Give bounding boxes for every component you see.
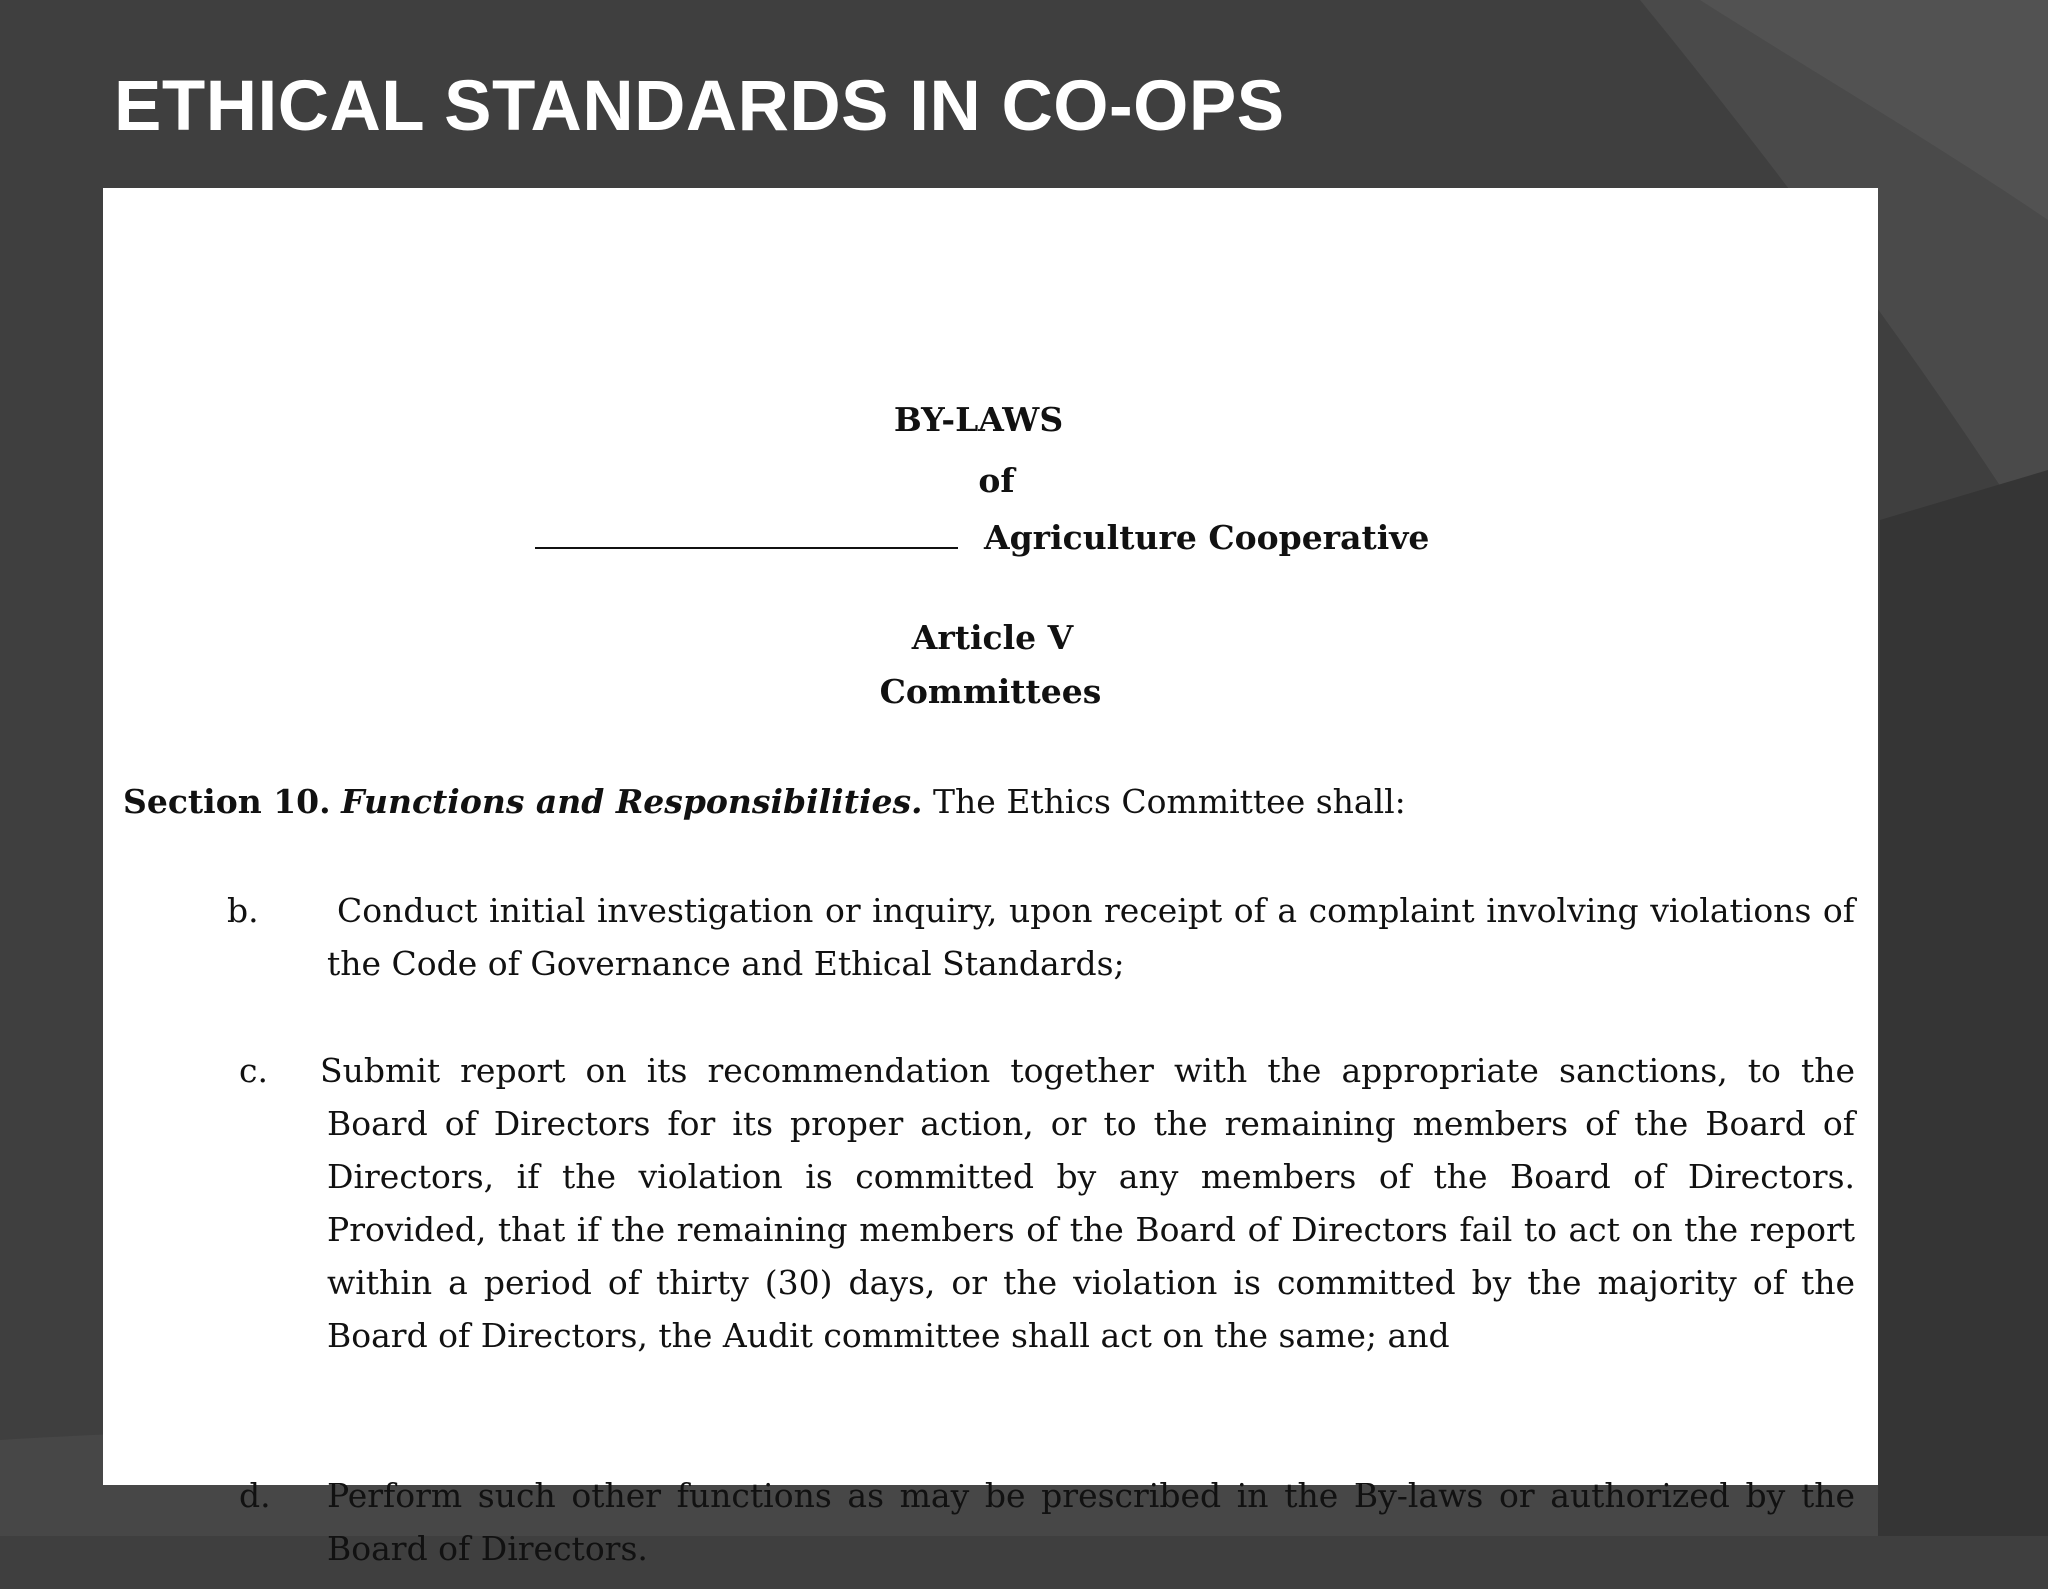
of-text: of — [978, 461, 1015, 500]
article-title — [103, 672, 1878, 712]
section-number: Section 10. — [123, 782, 331, 821]
article-number-text: Article V — [911, 618, 1074, 657]
bylaws-heading-text: BY-LAWS — [893, 400, 1064, 439]
list-item-marker: c. — [239, 1051, 268, 1090]
article-title-text: Committees — [879, 672, 1102, 711]
slide-title: ETHICAL STANDARDS IN CO-OPS — [114, 67, 1285, 146]
list-item — [103, 1469, 1878, 1589]
cooperative-name-blank — [535, 519, 958, 549]
list-item — [103, 1044, 1878, 1424]
list-item-text: Submit report on its recommendation together with the appropriate sanctions, to the Board of Directors for its proper action, or to the remaining members of the Board of Directors, if the violation is committed by any members of the Board of Directors. Provided, that if the remaining members of the Board of Directors fail to act on the report within a period of thirty (30) days, or the violation is committed by the majority of the Board of Directors, the Audit committee shall act on the same; and — [320, 1051, 1855, 1355]
list-item-marker: d. — [239, 1476, 271, 1515]
section-intro: The Ethics Committee shall: — [922, 782, 1406, 821]
section-heading — [123, 782, 1406, 822]
article-number — [103, 618, 1878, 658]
list-item-marker: b. — [227, 891, 259, 930]
bylaws-heading — [103, 400, 1878, 440]
list-item-text: Conduct initial investigation or inquiry, upon receipt of a complaint involving violations of the Code of Governance and Ethical Standards; — [327, 891, 1855, 983]
cooperative-name: Agriculture Cooperative — [984, 518, 1430, 557]
of-line — [103, 461, 1878, 501]
cooperative-name-line — [535, 518, 1429, 558]
document-panel — [103, 188, 1878, 1568]
list-item — [103, 884, 1878, 1004]
section-title: Functions and Responsibilities. — [341, 782, 923, 821]
list-item-text: Perform such other functions as may be prescribed in the By-laws or authorized by the Board of Directors. — [327, 1476, 1855, 1568]
